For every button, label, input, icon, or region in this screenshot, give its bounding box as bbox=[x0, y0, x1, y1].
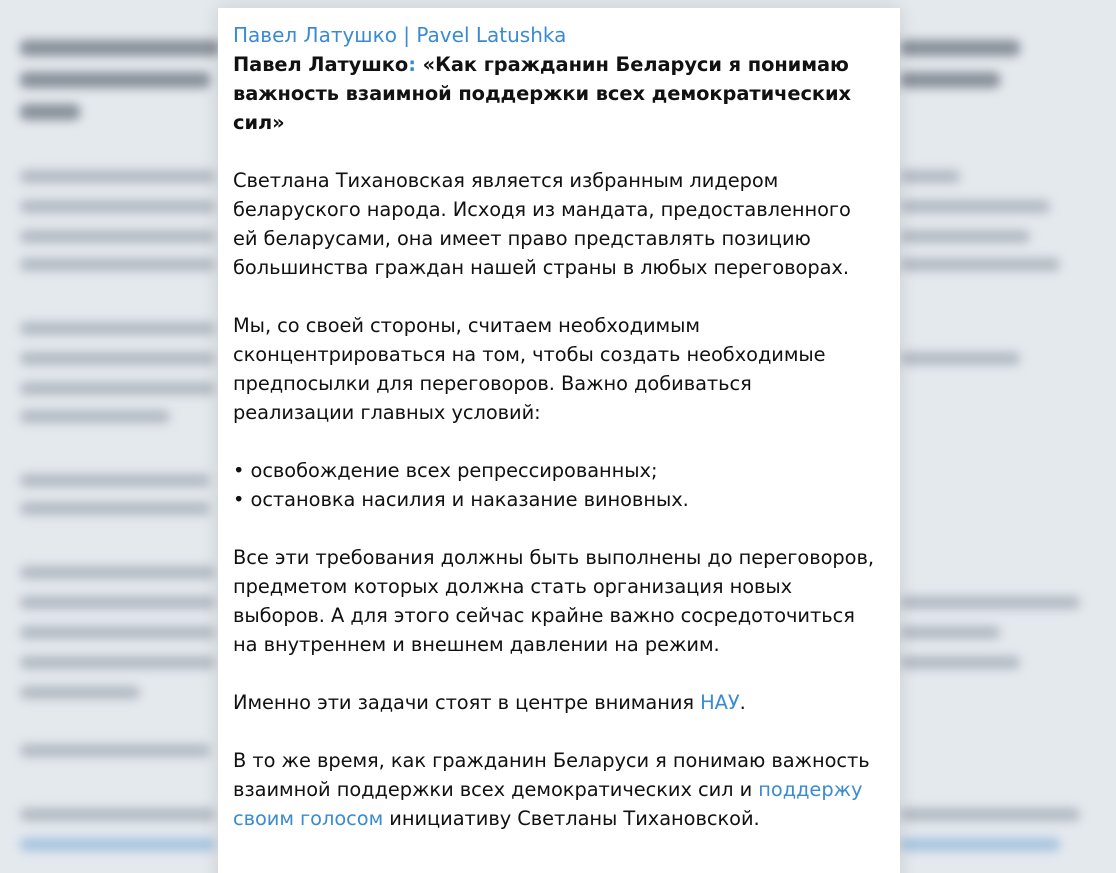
paragraph-gap bbox=[233, 514, 884, 543]
paragraph-2: Мы, со своей стороны, считаем необходимым сконцентрироваться на том, чтобы создать необходимые предпосылки для переговоров. Важно добиваться реализации главных условий: bbox=[233, 314, 826, 424]
paragraph-4-end: . bbox=[739, 691, 746, 714]
paragraph-gap bbox=[233, 137, 884, 166]
paragraph-gap bbox=[233, 282, 884, 311]
headline-quote: «Как гражданин Беларуси я понимаю важность взаимной поддержки всех демократических сил» bbox=[233, 53, 852, 134]
channel-name[interactable]: Павел Латушко | Pavel Latushka bbox=[233, 23, 567, 47]
headline-colon: : bbox=[408, 53, 416, 76]
paragraph-gap bbox=[233, 427, 884, 456]
paragraph-3: Все эти требования должны быть выполнены до переговоров, предметом которых должна стать организация новых выборов. А для этого сейчас крайне важно сосредоточиться на внутреннем и внешнем давлении на режим. bbox=[233, 546, 874, 656]
bullet-item-1: • освобождение всех репрессированных; bbox=[233, 459, 658, 482]
bullet-item-2: • остановка насилия и наказание виновных. bbox=[233, 488, 689, 511]
paragraph-5 bbox=[233, 746, 883, 833]
paragraph-gap bbox=[233, 659, 884, 688]
paragraph-5-text: В то же время, как гражданин Беларуси я понимаю важность взаимной поддержки всех демократических сил и bbox=[233, 749, 870, 801]
post-headline bbox=[233, 50, 884, 137]
paragraph-4 bbox=[233, 688, 884, 717]
message-bubble bbox=[218, 8, 900, 873]
headline-name: Павел Латушко bbox=[233, 53, 409, 76]
paragraph-5-end: инициативу Светланы Тихановской. bbox=[383, 807, 760, 830]
paragraph-1: Светлана Тихановская является избранным лидером беларуского народа. Исходя из мандата, предоставленного ей беларусами, она имеет право представлять позицию большинства граждан нашей страны в любых переговорах. bbox=[233, 169, 851, 279]
support-link[interactable]: поддержу своим голосом bbox=[233, 778, 863, 830]
nau-link[interactable]: НАУ bbox=[700, 691, 740, 714]
paragraph-gap bbox=[233, 717, 884, 746]
paragraph-4-text: Именно эти задачи стоят в центре внимания bbox=[233, 691, 701, 714]
message-text bbox=[233, 50, 884, 833]
